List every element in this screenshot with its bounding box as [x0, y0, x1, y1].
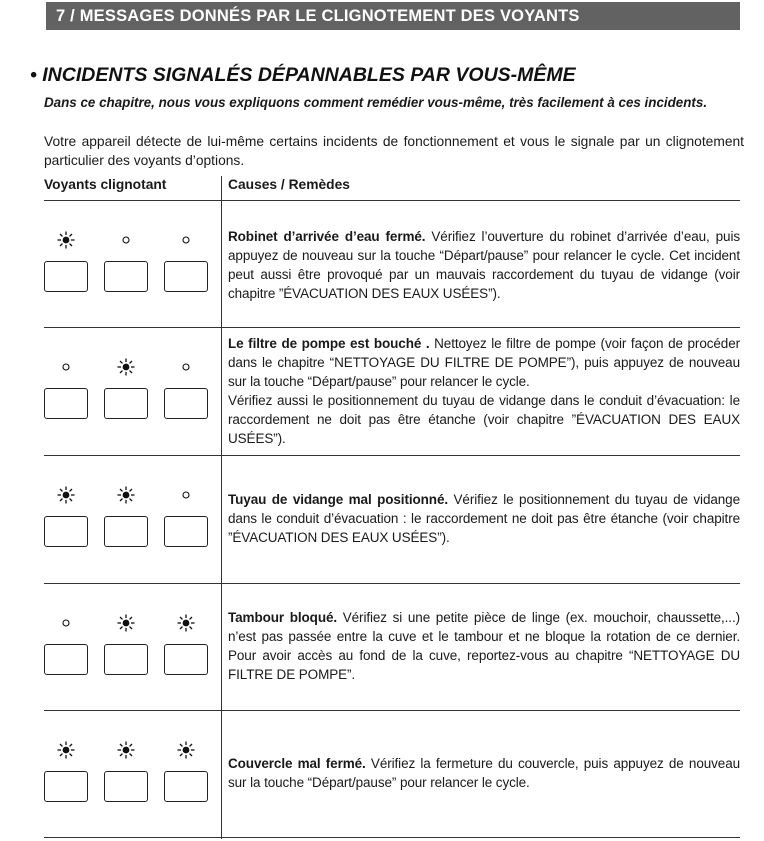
- intro-text: Votre appareil détecte de lui-même certains incidents de fonctionnement et vous le signale par un clignotement particulier des voyants d’options.: [44, 134, 744, 168]
- option-key-2: [104, 740, 148, 808]
- option-button: [104, 261, 148, 292]
- option-key-3: [164, 357, 208, 425]
- column-header-voyants: Voyants clignotant: [44, 177, 167, 192]
- row-4-remedy: Vérifiez si une petite pièce de linge (ex. mouchoir, chaussette,...) n’est pas passée entre la cuve et le tambour et ne bloque la rotation de ce dernier. Pour avoir accès au fond de la cuve, reportez-vous au chapitre “NETTOYAGE DU FILTRE DE POMPE”.: [228, 610, 741, 682]
- led-off-icon: [116, 230, 136, 250]
- option-button: [164, 261, 208, 292]
- option-key-1: [44, 740, 88, 808]
- option-button: [44, 516, 88, 547]
- section-banner: 7 / MESSAGES DONNÉS PAR LE CLIGNOTEMENT DES VOYANTS: [46, 2, 740, 30]
- row-2-remedy: Nettoyez le filtre de pompe (voir façon de procéder dans le chapitre “NETTOYAGE DU FILTRE DE POMPE”), puis appuyez de nouveau sur la touche “Départ/pause” pour relancer le cycle.: [228, 336, 740, 389]
- option-button: [164, 644, 208, 675]
- led-off-icon: [176, 230, 196, 250]
- row-2-remedy-extra: Vérifiez aussi le positionnement du tuyau de vidange dans le conduit d’évacuation: le raccordement ne doit pas être étanche (voir chapitre ”ÉVACUATION DES EAUX USÉES”).: [228, 393, 740, 446]
- row-divider: [44, 583, 740, 584]
- option-key-1: [44, 613, 88, 681]
- option-key-3: [164, 485, 208, 553]
- option-button: [44, 771, 88, 802]
- row-2-cause: Le filtre de pompe est bouché .: [228, 336, 430, 351]
- option-button: [104, 388, 148, 419]
- option-button: [104, 771, 148, 802]
- led-blinking-icon: [56, 485, 76, 505]
- option-key-1: [44, 485, 88, 553]
- led-blinking-icon: [56, 740, 76, 760]
- led-off-icon: [176, 357, 196, 377]
- row-divider: [44, 455, 740, 456]
- option-key-2: [104, 357, 148, 425]
- option-key-3: [164, 613, 208, 681]
- option-key-1: [44, 230, 88, 298]
- led-off-icon: [56, 613, 76, 633]
- row-divider: [44, 327, 740, 328]
- option-key-2: [104, 613, 148, 681]
- led-blinking-icon: [176, 613, 196, 633]
- led-blinking-icon: [116, 613, 136, 633]
- led-blinking-icon: [176, 740, 196, 760]
- led-blinking-icon: [116, 740, 136, 760]
- option-key-3: [164, 740, 208, 808]
- row-5-text: [228, 754, 740, 792]
- row-1-cause: Robinet d’arrivée d’eau fermé.: [228, 229, 426, 244]
- option-button: [104, 516, 148, 547]
- led-off-icon: [56, 357, 76, 377]
- section-heading: • INCIDENTS SIGNALÉS DÉPANNABLES PAR VOUS-MÊME: [30, 64, 576, 86]
- option-button: [164, 388, 208, 419]
- led-off-icon: [176, 485, 196, 505]
- row-1-remedy: Vérifiez l’ouverture du robinet d’arrivée d’eau, puis appuyez de nouveau sur la touche “Départ/pause” pour relancer le cycle. Cet incident peut aussi être provoqué par un mauvais raccordement du tuyau de vidange (voir chapitre ”ÉVACUATION DES EAUX USÉES”).: [228, 229, 741, 301]
- intro-bold-text: Dans ce chapitre, nous vous expliquons comment remédier vous-même, très facilement à ces incidents.: [44, 95, 708, 110]
- row-5-cause: Couvercle mal fermé.: [228, 756, 366, 771]
- row-3-text: [228, 490, 740, 547]
- column-header-causes: Causes / Remèdes: [228, 177, 350, 192]
- option-button: [44, 261, 88, 292]
- row-5-remedy: Vérifiez la fermeture du couvercle, puis appuyez de nouveau sur la touche “Départ/pause” pour relancer le cycle.: [228, 756, 741, 790]
- row-3-remedy: Vérifiez le positionnement du tuyau de vidange dans le conduit d’évacuation : le raccordement ne doit pas être étanche (voir chapitre ”ÉVACUATION DES EAUX USÉES”).: [228, 492, 740, 545]
- row-4-text: [228, 608, 740, 684]
- led-blinking-icon: [116, 357, 136, 377]
- option-key-3: [164, 230, 208, 298]
- column-divider: [221, 176, 222, 839]
- row-divider: [44, 837, 740, 838]
- led-blinking-icon: [56, 230, 76, 250]
- option-key-2: [104, 230, 148, 298]
- option-button: [164, 516, 208, 547]
- row-2-text: [228, 334, 740, 448]
- row-4-cause: Tambour bloqué.: [228, 610, 338, 625]
- option-button: [104, 644, 148, 675]
- option-key-2: [104, 485, 148, 553]
- option-button: [164, 771, 208, 802]
- row-3-cause: Tuyau de vidange mal positionné.: [228, 492, 449, 507]
- row-divider: [44, 710, 740, 711]
- option-button: [44, 644, 88, 675]
- row-divider: [44, 200, 740, 201]
- option-button: [44, 388, 88, 419]
- option-key-1: [44, 357, 88, 425]
- row-1-text: [228, 227, 740, 303]
- led-blinking-icon: [116, 485, 136, 505]
